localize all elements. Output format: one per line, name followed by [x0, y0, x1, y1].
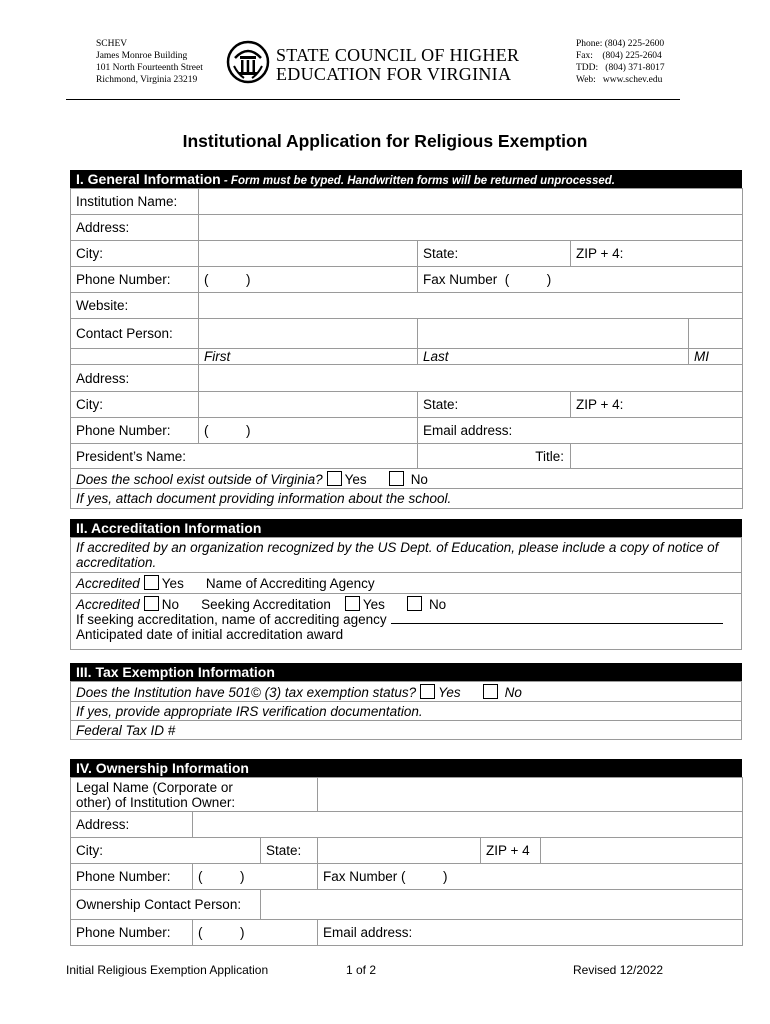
agency-name-label: Name of Accrediting Agency	[205, 576, 375, 591]
owner-address-field[interactable]	[193, 812, 743, 838]
owner-city-label: City:	[76, 843, 103, 858]
institution-name-field[interactable]	[199, 189, 743, 215]
contact-line: Phone: (804) 225-2600	[576, 39, 665, 49]
owner-fax-field[interactable]	[318, 864, 743, 890]
ownership-contact-field[interactable]	[261, 890, 743, 920]
outside-virginia-no-checkbox[interactable]	[389, 471, 404, 486]
state-2-label: State:	[423, 397, 459, 412]
address-line: 101 North Fourteenth Street	[96, 63, 203, 73]
owner-zip-field[interactable]	[541, 838, 743, 864]
state-field[interactable]	[418, 241, 571, 267]
seeking-agency-label: If seeking accreditation, name of accrediting agency	[76, 612, 387, 627]
wordmark-line-1: STATE COUNCIL OF HIGHER	[276, 45, 520, 65]
schev-logo-icon	[226, 40, 270, 84]
owner-address-label: Address:	[71, 812, 193, 838]
general-info-table	[70, 188, 743, 509]
first-caption: First	[199, 349, 418, 365]
legal-name-field[interactable]	[318, 778, 743, 812]
ownership-table	[70, 777, 743, 946]
owner-state-field[interactable]	[318, 838, 481, 864]
accreditation-note: If accredited by an organization recognized by the US Dept. of Education, please include a copy of notice of accreditation.	[71, 538, 742, 573]
city-2-field[interactable]	[199, 392, 418, 418]
legal-name-text: Legal Name (Corporate or other) of Institution Owner:	[76, 779, 236, 810]
tax-exempt-no-label: No	[504, 684, 522, 700]
email-label: Email address:	[423, 423, 513, 438]
address-2-label: Address:	[71, 365, 199, 392]
outside-virginia-no-label: No	[410, 471, 428, 487]
zip-field[interactable]	[571, 241, 743, 267]
owner-fax-label: Fax Number ( )	[323, 869, 448, 884]
seeking-accreditation-block	[71, 594, 742, 650]
outside-virginia-yes-label: Yes	[344, 471, 367, 487]
contact-person-label: Contact Person:	[71, 319, 199, 349]
email-field[interactable]	[418, 418, 743, 444]
contact-line: Web: www.schev.edu	[576, 75, 663, 85]
seeking-no-checkbox[interactable]	[407, 596, 422, 611]
section-3-heading	[70, 663, 742, 681]
wordmark-line-2: EDUCATION FOR VIRGINIA	[276, 64, 512, 84]
owner-city-field[interactable]	[71, 838, 261, 864]
seeking-accreditation-label: Seeking Accreditation	[201, 597, 331, 612]
accredited-yes-checkbox[interactable]	[144, 575, 159, 590]
footer-page-number: 1 of 2	[346, 963, 377, 977]
irs-verification-note: If yes, provide appropriate IRS verification documentation.	[71, 702, 742, 721]
contact-last-field[interactable]	[418, 319, 689, 349]
schev-contact	[576, 38, 665, 86]
address-line: Richmond, Virginia 23219	[96, 75, 198, 85]
city-2-label: City:	[71, 392, 199, 418]
address-line: James Monroe Building	[96, 51, 188, 61]
anticipated-date-label: Anticipated date of initial accreditation award	[76, 627, 344, 642]
ownership-contact-label: Ownership Contact Person:	[71, 890, 261, 920]
state-label: State:	[423, 246, 459, 261]
accredited-no-checkbox[interactable]	[144, 596, 159, 611]
tax-exemption-table	[70, 681, 742, 740]
city-label: City:	[71, 241, 199, 267]
tax-exempt-row	[71, 682, 742, 702]
section-2-heading	[70, 519, 742, 537]
section-1-heading	[70, 170, 742, 188]
phone-2-area-code: ( )	[204, 423, 251, 438]
contact-first-field[interactable]	[199, 319, 418, 349]
section-3-title: III. Tax Exemption Information	[76, 664, 275, 680]
owner-zip-label: ZIP + 4	[481, 838, 541, 864]
last-caption: Last	[418, 349, 689, 365]
form-title: Institutional Application for Religious Exemption	[182, 131, 588, 151]
fax-label: Fax Number ( )	[423, 272, 552, 287]
tax-exempt-no-checkbox[interactable]	[483, 684, 498, 699]
owner-state-label: State:	[261, 838, 318, 864]
phone-label: Phone Number:	[71, 267, 199, 293]
contact-line: TDD: (804) 371-8017	[576, 63, 665, 73]
owner-phone-2-field[interactable]	[193, 920, 318, 946]
contact-mi-field[interactable]	[689, 319, 743, 349]
owner-phone-2-area-code: ( )	[198, 925, 245, 940]
zip-label: ZIP + 4:	[576, 246, 624, 261]
city-field[interactable]	[199, 241, 418, 267]
owner-phone-label: Phone Number:	[71, 864, 193, 890]
owner-email-field[interactable]	[318, 920, 743, 946]
schev-wordmark	[276, 46, 519, 84]
accreditation-table	[70, 537, 742, 650]
institution-name-label: Institution Name:	[71, 189, 199, 215]
header-divider	[66, 99, 680, 100]
owner-phone-area-code: ( )	[198, 869, 245, 884]
president-name-field[interactable]	[71, 444, 418, 469]
fax-field[interactable]	[418, 267, 743, 293]
phone-field[interactable]	[199, 267, 418, 293]
website-label: Website:	[71, 293, 199, 319]
accredited-label: Accredited	[76, 576, 140, 591]
seeking-no-label: No	[428, 597, 447, 612]
owner-phone-field[interactable]	[193, 864, 318, 890]
federal-tax-id-label: Federal Tax ID #	[76, 722, 176, 738]
tax-exempt-yes-label: Yes	[438, 684, 461, 700]
title-field[interactable]	[571, 444, 743, 469]
footer-revision: Revised 12/2022	[573, 963, 664, 977]
accredited-yes-row	[71, 573, 742, 594]
tax-exempt-question: Does the Institution have 501© (3) tax exemption status?	[76, 684, 417, 700]
state-2-field[interactable]	[418, 392, 571, 418]
mi-caption: MI	[689, 349, 743, 365]
website-field[interactable]	[199, 293, 743, 319]
address-label: Address:	[71, 215, 199, 241]
owner-email-label: Email address:	[323, 925, 413, 940]
president-name-label: President’s Name:	[76, 448, 187, 464]
phone-2-field[interactable]	[199, 418, 418, 444]
title-label: Title:	[418, 444, 571, 469]
section-1-note: - Form must be typed. Handwritten forms will be returned unprocessed.	[220, 175, 615, 187]
attach-document-note: If yes, attach document providing information about the school.	[71, 489, 743, 509]
address-field[interactable]	[199, 215, 743, 241]
accredited-yes-label: Yes	[161, 576, 184, 591]
section-1-title: I. General Information	[76, 171, 221, 187]
outside-virginia-question: Does the school exist outside of Virginia?	[76, 471, 323, 487]
seeking-yes-checkbox[interactable]	[345, 596, 360, 611]
seeking-yes-label: Yes	[362, 597, 385, 612]
footer-form-name: Initial Religious Exemption Application	[66, 963, 269, 977]
tax-exempt-yes-checkbox[interactable]	[420, 684, 435, 699]
federal-tax-id-field[interactable]	[71, 721, 742, 740]
outside-virginia-row	[71, 469, 743, 489]
contact-line: Fax: (804) 225-2604	[576, 51, 662, 61]
address-line: SCHEV	[96, 39, 128, 49]
outside-virginia-yes-checkbox[interactable]	[327, 471, 342, 486]
zip-2-field[interactable]	[571, 392, 743, 418]
owner-phone-2-label: Phone Number:	[71, 920, 193, 946]
section-4-title: IV. Ownership Information	[76, 760, 249, 776]
schev-address	[96, 38, 203, 86]
zip-2-label: ZIP + 4:	[576, 397, 624, 412]
legal-name-label	[71, 778, 318, 812]
phone-2-label: Phone Number:	[71, 418, 199, 444]
section-4-heading	[70, 759, 742, 777]
accredited-no-label: No	[161, 597, 180, 612]
seeking-agency-field[interactable]	[391, 612, 723, 624]
address-2-field[interactable]	[199, 365, 743, 392]
section-2-title: II. Accreditation Information	[76, 520, 262, 536]
accredited-no-label-prefix: Accredited	[76, 597, 140, 612]
phone-area-code: ( )	[204, 272, 251, 287]
